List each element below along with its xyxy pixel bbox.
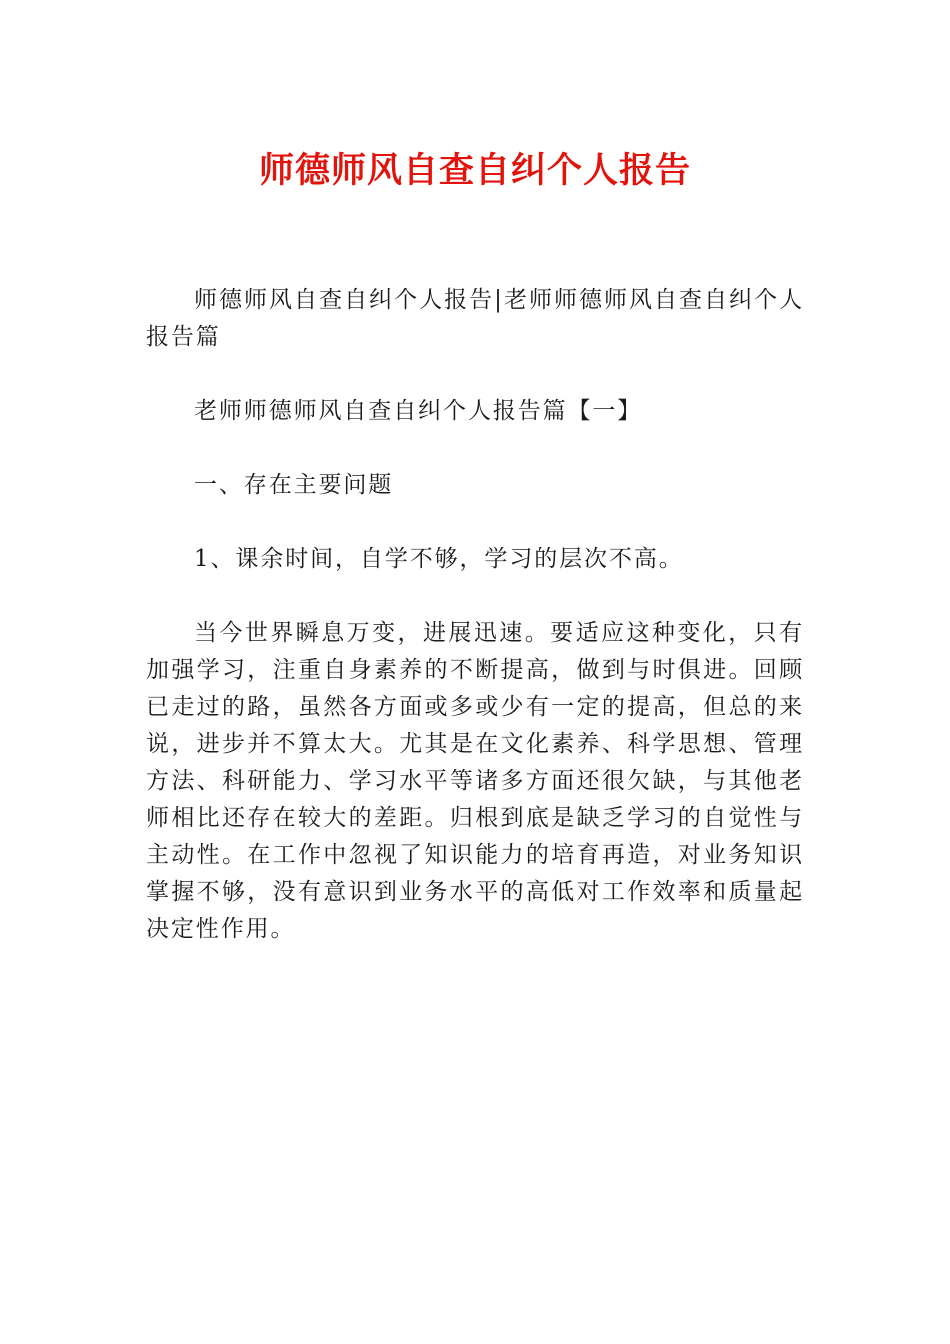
document-body	[146, 282, 804, 985]
paragraph-body: 当今世界瞬息万变，进展迅速。要适应这种变化，只有加强学习，注重自身素养的不断提高，做到与时俱进。回顾已走过的路，虽然各方面或多或少有一定的提高，但总的来说，进步并不算太大。尤其是在文化素养、科学思想、管理方法、科研能力、学习水平等诸多方面还很欠缺，与其他老师相比还存在较大的差距。归根到底是缺乏学习的自觉性与主动性。在工作中忽视了知识能力的培育再造，对业务知识掌握不够，没有意识到业务水平的高低对工作效率和质量起决定性作用。	[146, 620, 804, 942]
paragraph-subtitle: 师德师风自查自纠个人报告|老师师德师风自查自纠个人报告篇	[146, 287, 804, 350]
paragraph-section-heading: 老师师德师风自查自纠个人报告篇【一】	[194, 398, 643, 424]
paragraph-item-1: 1、课余时间，自学不够，学习的层次不高。	[194, 546, 684, 572]
paragraph-heading-problems: 一、存在主要问题	[194, 472, 394, 498]
document-title: 师德师风自查自纠个人报告	[258, 151, 691, 191]
